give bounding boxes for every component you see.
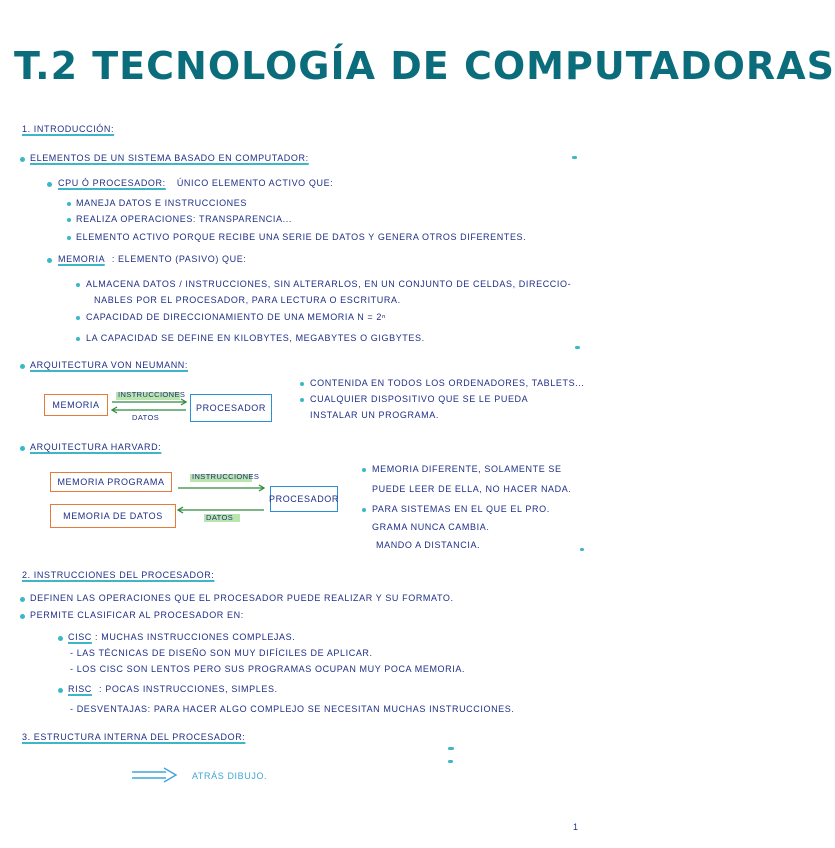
risc-item-1: - DESVENTAJAS: PARA HACER ALGO COMPLEJO SE NECESITAN MUCHAS INSTRUCCIONES. xyxy=(70,704,515,714)
memoria-programa-box: MEMORIA PROGRAMA xyxy=(50,472,172,492)
bullet-dot xyxy=(76,316,80,320)
procesador-box: PROCESADOR xyxy=(190,394,272,422)
bullet-dot xyxy=(362,508,366,512)
bullet-dot xyxy=(67,236,71,240)
harvard-arrows-icon xyxy=(176,482,268,516)
bullet-dot xyxy=(76,337,80,341)
bullet-dot xyxy=(58,636,63,641)
memoria-item-2: NABLES POR EL PROCESADOR, PARA LECTURA O ESCRITURA. xyxy=(94,295,401,305)
section-1-heading: 1. INTRODUCCIÓN: xyxy=(22,124,115,134)
procesador-box: PROCESADOR xyxy=(270,486,338,512)
cisc-item-1: - LAS TÉCNICAS DE DISEÑO SON MUY DIFÍCILES DE APLICAR. xyxy=(70,648,373,658)
memoria-desc: : ELEMENTO (PASIVO) QUE: xyxy=(111,254,247,264)
memoria-item-1: ALMACENA DATOS / INSTRUCCIONES, SIN ALTERARLOS, EN UN CONJUNTO DE CELDAS, DIRECCIO- xyxy=(86,279,572,289)
harvard-note-2: PUEDE LEER DE ELLA, NO HACER NADA. xyxy=(372,484,572,494)
margin-mark xyxy=(448,760,453,763)
risc-label: RISC xyxy=(68,684,92,694)
section-3-heading: 3. ESTRUCTURA INTERNA DEL PROCESADOR: xyxy=(22,732,246,742)
cpu-item-1: MANEJA DATOS E INSTRUCCIONES xyxy=(76,198,247,208)
instrucciones-label: INSTRUCCIONES xyxy=(192,472,260,481)
harvard-note-5: MANDO A DISTANCIA. xyxy=(376,540,481,550)
bullet-dot xyxy=(58,688,63,693)
section-2-heading: 2. INSTRUCCIONES DEL PROCESADOR: xyxy=(22,570,215,580)
cisc-line xyxy=(68,632,295,642)
cpu-line xyxy=(58,178,333,188)
von-note-3: INSTALAR UN PROGRAMA. xyxy=(310,410,439,420)
cisc-item-2: - LOS CISC SON LENTOS PERO SUS PROGRAMAS OCUPAN MUY POCA MEMORIA. xyxy=(70,664,466,674)
risc-desc: : POCAS INSTRUCCIONES, SIMPLES. xyxy=(99,684,278,694)
bullet-dot xyxy=(47,182,52,187)
bullet-dot xyxy=(20,364,25,369)
memoria-item-3: CAPACIDAD DE DIRECCIONAMIENTO DE UNA MEMORIA N = 2ⁿ xyxy=(86,312,386,322)
margin-mark xyxy=(572,156,577,159)
margin-mark xyxy=(575,346,580,349)
cpu-label: CPU Ó PROCESADOR: xyxy=(58,178,166,188)
memoria-datos-box: MEMORIA DE DATOS xyxy=(50,504,176,528)
bullet-dot xyxy=(20,446,25,451)
margin-mark xyxy=(580,548,584,551)
bullet-dot xyxy=(20,157,25,162)
page-number: 1 xyxy=(572,822,578,832)
cpu-item-2: REALIZA OPERACIONES: TRANSPARENCIA... xyxy=(76,214,292,224)
bullet-dot xyxy=(300,382,304,386)
cpu-desc: ÚNICO ELEMENTO ACTIVO QUE: xyxy=(176,178,334,188)
datos-label: DATOS xyxy=(132,413,160,422)
bullet-dot xyxy=(67,202,71,206)
risc-line xyxy=(68,684,278,694)
memoria-label: MEMORIA xyxy=(58,254,105,264)
bullet-dot xyxy=(20,614,25,619)
datos-label: DATOS xyxy=(206,513,234,522)
harvard-heading: ARQUITECTURA HARVARD: xyxy=(30,442,162,452)
elementos-heading: ELEMENTOS DE UN SISTEMA BASADO EN COMPUTADOR: xyxy=(30,153,309,163)
cisc-desc: : MUCHAS INSTRUCCIONES COMPLEJAS. xyxy=(95,632,296,642)
double-arrow-icon xyxy=(130,766,182,784)
von-note-2: CUALQUIER DISPOSITIVO QUE SE LE PUEDA xyxy=(310,394,529,404)
bullet-dot xyxy=(67,218,71,222)
bullet-dot xyxy=(47,258,52,263)
memoria-line xyxy=(58,254,246,264)
von-note-1: CONTENIDA EN TODOS LOS ORDENADORES, TABLETS... xyxy=(310,378,585,388)
memoria-item-4: LA CAPACIDAD SE DEFINE EN KILOBYTES, MEGABYTES O GIGBYTES. xyxy=(86,333,425,343)
bullet-dot xyxy=(362,468,366,472)
s2-item-1: DEFINEN LAS OPERACIONES QUE EL PROCESADOR PUEDE REALIZAR Y SU FORMATO. xyxy=(30,593,454,603)
s2-item-2: PERMITE CLASIFICAR AL PROCESADOR EN: xyxy=(30,610,244,620)
bullet-dot xyxy=(300,398,304,402)
dash-mark xyxy=(448,747,454,750)
harvard-note-1: MEMORIA DIFERENTE, SOLAMENTE SE xyxy=(372,464,562,474)
harvard-note-4: GRAMA NUNCA CAMBIA. xyxy=(372,522,490,532)
cisc-label: CISC xyxy=(68,632,92,642)
instrucciones-label: INSTRUCCIONES xyxy=(118,390,186,399)
page-title: T.2 TECNOLOGÍA DE COMPUTADORAS xyxy=(14,44,835,88)
bullet-dot xyxy=(20,597,25,602)
von-neumann-heading: ARQUITECTURA VON NEUMANN: xyxy=(30,360,189,370)
cpu-item-3: ELEMENTO ACTIVO PORQUE RECIBE UNA SERIE DE DATOS Y GENERA OTROS DIFERENTES. xyxy=(76,232,527,242)
harvard-note-3: PARA SISTEMAS EN EL QUE EL PRO. xyxy=(372,504,550,514)
s3-note: ATRÁS DIBUJO. xyxy=(192,771,268,781)
memoria-box: MEMORIA xyxy=(44,394,108,416)
bullet-dot xyxy=(76,283,80,287)
